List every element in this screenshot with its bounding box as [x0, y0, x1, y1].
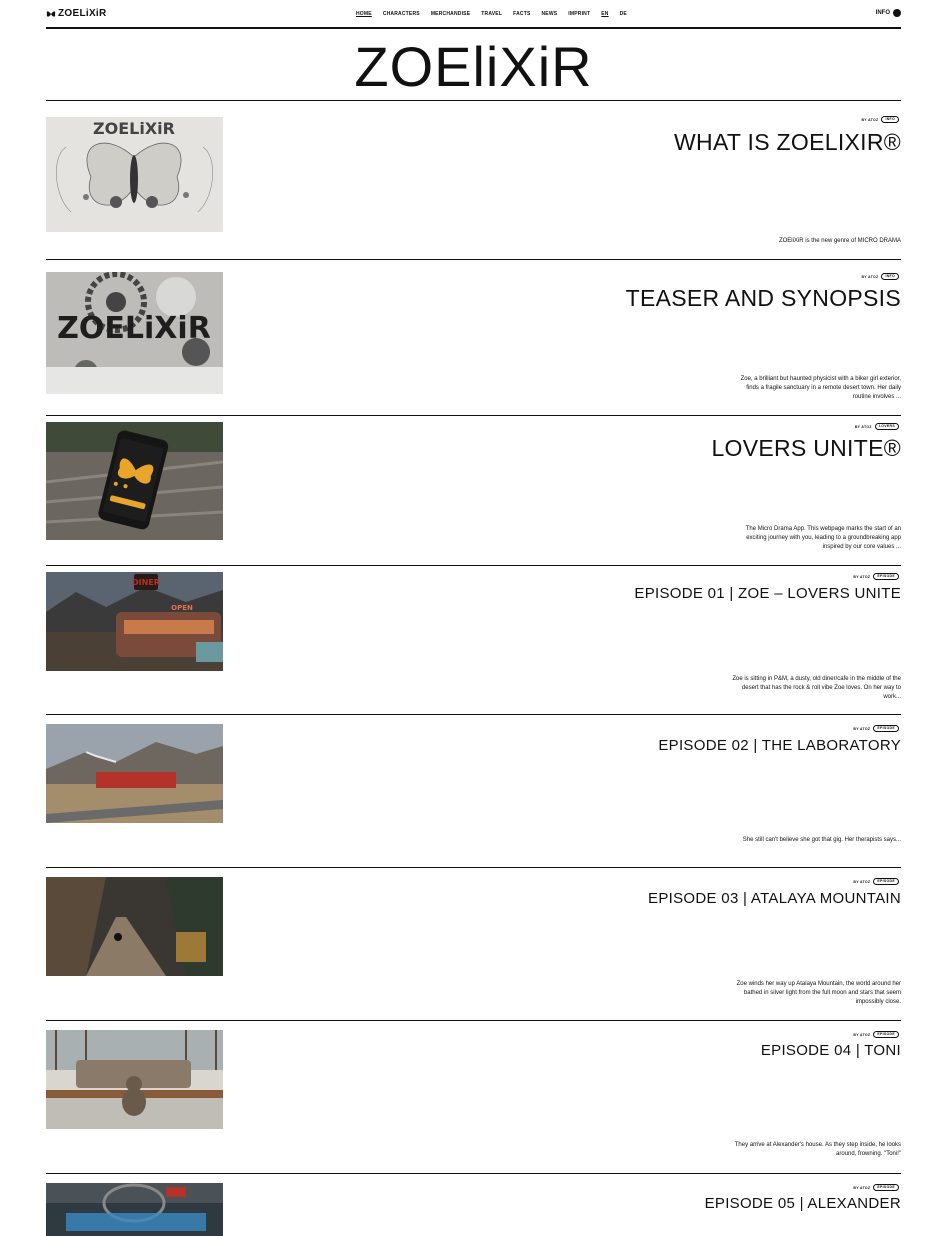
thumbnail-logo-text: ZOELiXiR — [93, 119, 175, 138]
alexander-lab-image — [46, 1183, 223, 1236]
article-excerpt: Zoe is sitting in P&M, a dusty, old diner/cafe in the middle of the desert that has the rock & roll vibe Zoe loves. On her way to work... — [732, 676, 901, 700]
article-thumbnail[interactable] — [46, 572, 223, 671]
article-title[interactable]: WHAT IS ZOELIXIR® — [674, 129, 901, 155]
diner-sign-text: DINER — [132, 578, 160, 587]
article-episode-02[interactable] — [46, 715, 901, 868]
article-thumbnail[interactable] — [46, 1183, 223, 1236]
info-button[interactable] — [876, 9, 901, 17]
info-label: INFO — [875, 10, 890, 16]
article-thumbnail[interactable] — [46, 877, 223, 976]
article-tag[interactable]: INFO — [881, 273, 899, 280]
article-meta — [861, 273, 899, 280]
hero-logo-title: ZOEliXiR — [354, 35, 593, 98]
gears-art-image — [46, 272, 223, 394]
article-teaser-and-synopsis[interactable] — [46, 260, 901, 416]
article-excerpt: The Micro Drama App. This webpage marks the start of an exciting journey with you, leading to a groundbreaking app inspired by our core values ... — [745, 526, 901, 550]
article-author: BY ATOZ — [853, 726, 871, 731]
article-excerpt: They arrive at Alexander's house. As they step inside, he looks around, frowning. "Toni!" — [734, 1142, 901, 1157]
phone-on-wood-image — [46, 422, 223, 540]
article-thumbnail[interactable] — [46, 422, 223, 540]
butterfly-logo-icon — [46, 9, 56, 19]
article-tag[interactable]: LOVERS — [875, 423, 899, 430]
lang-de[interactable]: DE — [619, 11, 627, 17]
article-title[interactable]: LOVERS UNITE® — [711, 435, 901, 461]
top-navigation-bar — [46, 0, 901, 29]
article-meta — [853, 725, 899, 732]
mountain-road-image — [46, 877, 223, 976]
nav-characters[interactable]: CHARACTERS — [382, 11, 420, 17]
article-meta — [853, 878, 899, 885]
article-author: BY ATOZ — [861, 117, 879, 122]
article-tag[interactable]: EPISODE — [873, 725, 899, 732]
site-logo[interactable] — [46, 8, 107, 19]
article-author: BY ATOZ — [854, 424, 872, 429]
article-tag[interactable]: EPISODE — [873, 573, 899, 580]
nav-home[interactable]: HOME — [356, 11, 372, 17]
article-thumbnail[interactable] — [46, 1030, 223, 1129]
article-title[interactable]: TEASER AND SYNOPSIS — [625, 285, 901, 311]
article-title[interactable]: EPISODE 02 | THE LABORATORY — [658, 737, 901, 754]
article-thumbnail[interactable] — [46, 724, 223, 823]
article-tag[interactable]: EPISODE — [873, 1184, 899, 1191]
cat-living-room-image — [46, 1030, 223, 1129]
article-title[interactable]: EPISODE 04 | TONI — [760, 1042, 901, 1059]
hero-header — [46, 30, 901, 101]
article-title[interactable]: EPISODE 05 | ALEXANDER — [704, 1195, 901, 1212]
desert-diner-image — [46, 572, 223, 671]
article-tag[interactable]: EPISODE — [873, 1031, 899, 1038]
laboratory-landscape-image — [46, 724, 223, 823]
nav-travel[interactable]: TRAVEL — [481, 11, 503, 17]
article-episode-01[interactable] — [46, 566, 901, 715]
article-thumbnail[interactable] — [46, 117, 223, 232]
nav-merchandise[interactable]: MERCHANDISE — [430, 11, 471, 17]
article-what-is-zoelixir[interactable] — [46, 101, 901, 260]
article-excerpt: ZOEliXiR is the new genre of MICRO DRAMA — [778, 238, 901, 244]
nav-news[interactable]: NEWS — [541, 11, 558, 17]
butterfly-art-image — [46, 117, 223, 232]
article-episode-04[interactable] — [46, 1021, 901, 1174]
article-meta — [855, 423, 899, 430]
article-author: BY ATOZ — [861, 274, 879, 279]
article-thumbnail[interactable] — [46, 272, 223, 394]
nav-imprint[interactable]: IMPRINT — [568, 11, 591, 17]
article-episode-03[interactable] — [46, 868, 901, 1021]
article-excerpt: Zoe, a brilliant but haunted physicist with a biker girl exterior, finds a fragile sanctuary in a remote desert town. Her daily routine involves ... — [740, 376, 901, 400]
article-episode-05[interactable] — [46, 1174, 901, 1236]
article-author: BY ATOZ — [853, 1185, 871, 1190]
article-author: BY ATOZ — [853, 574, 871, 579]
thumbnail-logo-text: ZOELiXiR — [57, 311, 211, 346]
article-title[interactable]: EPISODE 01 | ZOE – LOVERS UNITE — [634, 585, 901, 602]
article-tag[interactable]: EPISODE — [873, 878, 899, 885]
article-lovers-unite[interactable] — [46, 416, 901, 566]
article-meta — [861, 116, 899, 123]
article-excerpt: She still can't believe she got that gig. Her therapists says... — [742, 837, 901, 843]
article-meta — [853, 573, 899, 580]
site-logo-text: ZOELiXiR — [58, 8, 107, 19]
lang-en[interactable]: EN — [601, 11, 609, 17]
article-author: BY ATOZ — [853, 1032, 871, 1037]
article-excerpt: Zoe winds her way up Atalaya Mountain, the world around her bathed in silver light from the full moon and stars that seem impossibly close. — [736, 981, 901, 1005]
article-author: BY ATOZ — [853, 879, 871, 884]
main-nav — [356, 11, 627, 17]
article-title[interactable]: EPISODE 03 | ATALAYA MOUNTAIN — [648, 890, 901, 907]
article-tag[interactable]: INFO — [881, 116, 899, 123]
nav-facts[interactable]: FACTS — [513, 11, 531, 17]
article-meta — [853, 1031, 899, 1038]
info-dot-icon — [893, 9, 901, 17]
article-meta — [853, 1184, 899, 1191]
open-sign-text: OPEN — [171, 604, 193, 612]
